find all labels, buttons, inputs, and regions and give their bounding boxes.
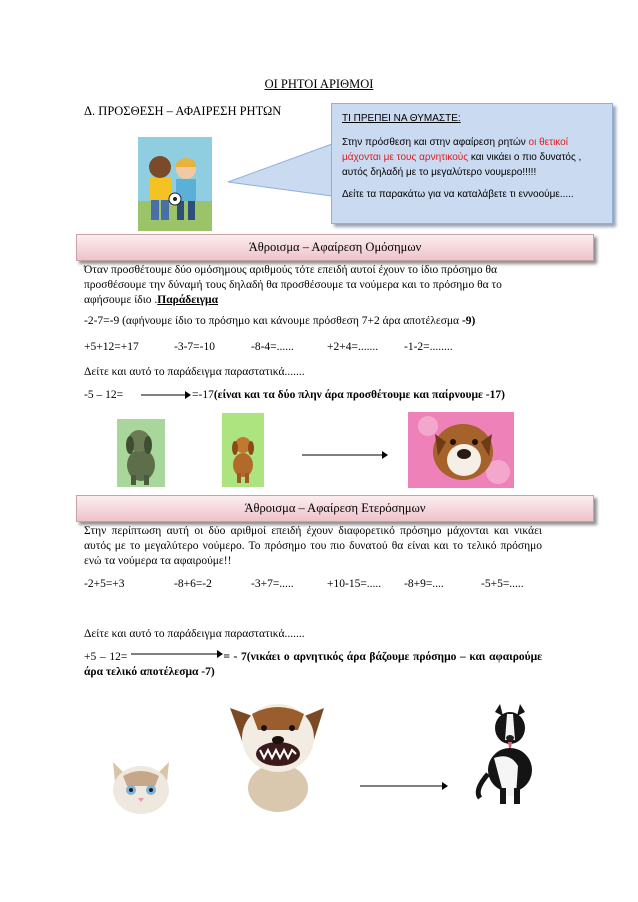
section1-example: -2-7=-9 (αφήνουμε ίδιο το πρόσημο και κάνουμε πρόσθεση 7+2 άρα αποτέλεσμα -9) — [84, 315, 476, 327]
exercise: -2+5=+3 — [84, 578, 125, 590]
exercise: -8+9=.... — [404, 578, 444, 590]
bulldog-image — [408, 412, 514, 488]
section1-see-example: Δείτε και αυτό το παράδειγμα παραστατικά....... — [84, 366, 305, 378]
callout-red-text: οι θετικοί μάχονται με τους αρνητικούς — [342, 137, 568, 163]
callout-heading: ΤΙ ΠΡΕΠΕΙ ΝΑ ΘΥΜΑΣΤΕ: — [342, 113, 461, 124]
section2-banner: Άθροισμα – Αφαίρεση Ετερόσημων — [76, 495, 594, 522]
reminder-callout — [331, 103, 613, 224]
dog-image-small — [222, 413, 264, 487]
callout-tail — [226, 140, 336, 200]
border-collie-image — [470, 700, 544, 808]
dog-image-green — [117, 419, 165, 487]
example-label: Παράδειγμα — [157, 294, 218, 306]
exercise: -3-7=-10 — [174, 341, 215, 353]
callout-rule: Στην πρόσθεση και στην αφαίρεση ρητών οι θετικοί μάχονται με τους αρνητικούς και νικάει ο πιο δυνατός , αυτός δηλαδή με το μεγαλύτερο νουμερο!!!!! — [342, 137, 582, 178]
arrow-icon — [360, 780, 448, 792]
exercise: +10-15=..... — [327, 578, 382, 590]
section-subtitle: Δ. ΠΡΟΣΘΕΣΗ – ΑΦΑΙΡΕΣΗ ΡΗΤΩΝ — [84, 104, 282, 118]
exercise: +5+12=+17 — [84, 341, 139, 353]
angry-dog-image — [220, 690, 332, 814]
exercise: -8-4=...... — [251, 341, 294, 353]
exercise: -5+5=..... — [481, 578, 524, 590]
arrow-icon — [141, 389, 191, 401]
section2-see-example: Δείτε και αυτό το παράδειγμα παραστατικά....... — [84, 628, 305, 640]
section1-intro: Όταν προσθέτουμε δύο ομόσημους αριθμούς τότε επειδή αυτοί έχουν το ίδιο πρόσημο θα προσθέσουμε την δύναμή τους δηλαδή θα προσθέσουμε τα νούμερα και το πρόσημο θα το αφήσουμε ίδιο .Παράδειγμα — [84, 264, 502, 306]
exercise: -1-2=........ — [404, 341, 453, 353]
boys-illustration — [138, 137, 212, 231]
section1-banner: Άθροισμα – Αφαίρεση Ομόσημων — [76, 234, 594, 261]
section2-intro: Στην περίπτωση αυτή οι δύο αριθμοί επειδή έχουν διαφορετικό πρόσημο μάχονται και νικάει αυτός με το μεγαλύτερο νούμερο. Το πρόσημο του πιο δυνατού θα είναι και το τελικό πρόσημο ενώ τα νούμερα τα αφαιρούμε!! — [84, 525, 542, 567]
section1-arrow-right: =-17(είναι και τα δύο πλην άρα προσθέτουμε και παίρνουμε -17) — [192, 389, 505, 401]
arrow-icon — [302, 449, 388, 461]
exercise: -8+6=-2 — [174, 578, 212, 590]
exercise: -3+7=..... — [251, 578, 294, 590]
callout-note: Δείτε τα παρακάτω για να καταλάβετε τι εννοούμε..... — [342, 189, 574, 200]
section1-arrow-left: -5 – 12= — [84, 389, 124, 401]
exercise: +2+4=....... — [327, 341, 379, 353]
page-title: ΟΙ ΡΗΤΟΙ ΑΡΙΘΜΟΙ — [264, 77, 374, 91]
arrow-icon — [127, 649, 223, 659]
section2-arrow-line: +5 – 12= = - 7(νικάει ο αρνητικός άρα βάζουμε πρόσημο – και αφαιρούμε άρα τελικό αποτέλεσμα -7) — [84, 650, 542, 680]
kitten-image — [103, 752, 179, 816]
